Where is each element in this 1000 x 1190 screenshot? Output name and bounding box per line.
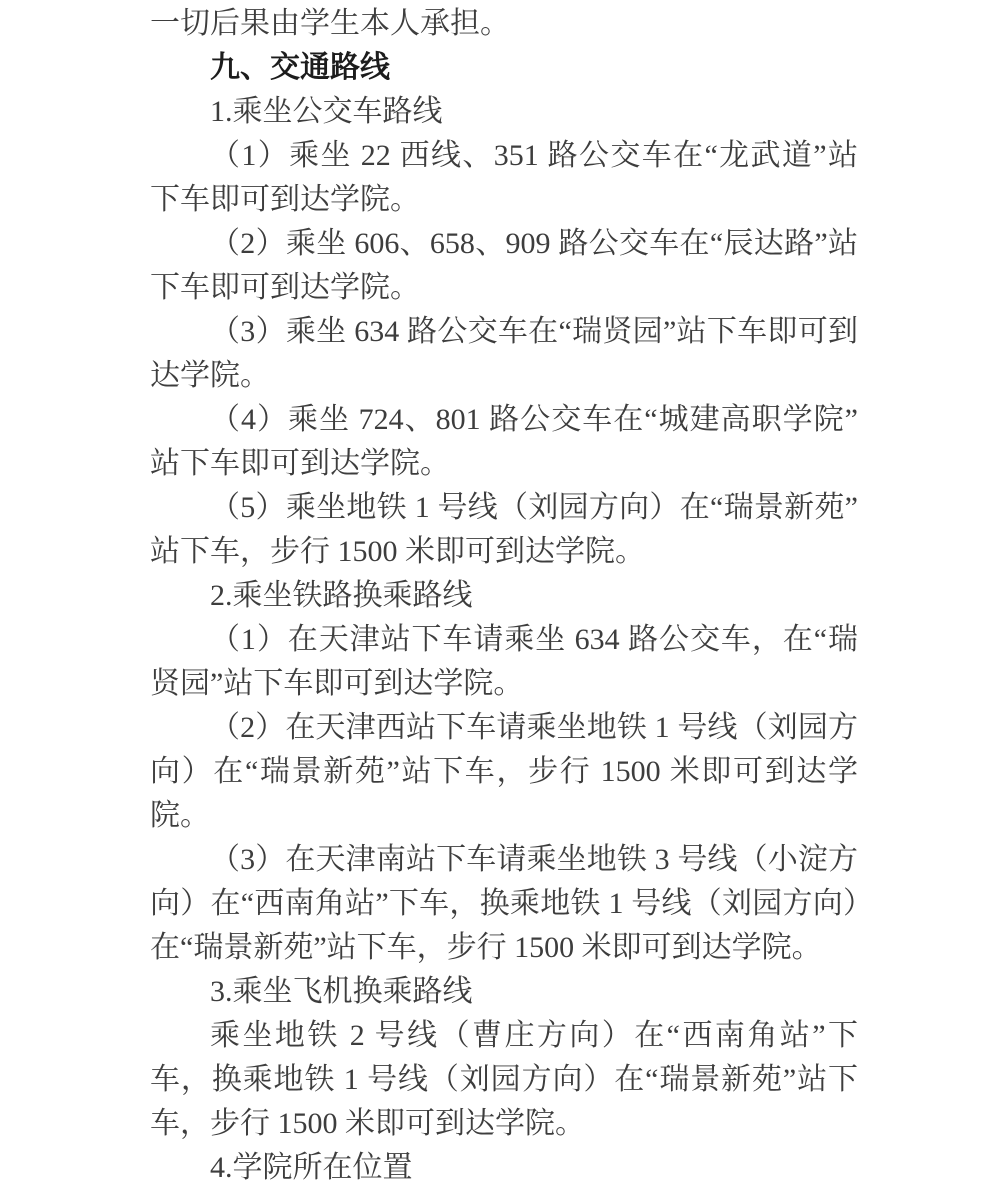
- subheading-3-airplane-transfer-route: 3.乘坐飞机换乘路线: [210, 975, 473, 1008]
- document-content: [150, 2, 858, 1190]
- paragraph-bus-route-3: （3）乘坐 634 路公交车在“瑞贤园”站下车即可到达学院。: [150, 315, 858, 392]
- paragraph-bus-route-2: （2）乘坐 606、658、909 路公交车在“辰达路”站下车即可到达学院。: [150, 227, 858, 304]
- subheading-1-bus-routes: 1.乘坐公交车路线: [210, 95, 443, 128]
- paragraph-rail-route-3: （3）在天津南站下车请乘坐地铁 3 号线（小淀方向）在“西南角站”下车，换乘地铁 1 号线（刘园方向）在“瑞景新苑”站下车，步行 1500 米即可到达学院。: [150, 843, 858, 964]
- paragraph-bus-route-5: （5）乘坐地铁 1 号线（刘园方向）在“瑞景新苑”站下车，步行 1500 米即可到达学院。: [150, 491, 858, 568]
- paragraph-bus-route-4: （4）乘坐 724、801 路公交车在“城建高职学院”站下车即可到达学院。: [150, 403, 858, 480]
- paragraph-bus-route-1: （1）乘坐 22 西线、351 路公交车在“龙武道”站下车即可到达学院。: [150, 139, 858, 216]
- paragraph-rail-route-1: （1）在天津站下车请乘坐 634 路公交车，在“瑞贤园”站下车即可到达学院。: [150, 623, 858, 700]
- subheading-2-railway-transfer-routes: 2.乘坐铁路换乘路线: [210, 579, 473, 612]
- subheading-4-college-location: 4.学院所在位置: [210, 1151, 413, 1184]
- paragraph-rail-route-2: （2）在天津西站下车请乘坐地铁 1 号线（刘园方向）在“瑞景新苑”站下车，步行 1500 米即可到达学院。: [150, 711, 858, 832]
- paragraph-disclaimer: 一切后果由学生本人承担。: [150, 7, 510, 40]
- paragraph-air-route: 乘坐地铁 2 号线（曹庄方向）在“西南角站”下车，换乘地铁 1 号线（刘园方向）在“瑞景新苑”站下车，步行 1500 米即可到达学院。: [150, 1019, 858, 1140]
- heading-section-9-traffic-routes: 九、交通路线: [210, 51, 390, 84]
